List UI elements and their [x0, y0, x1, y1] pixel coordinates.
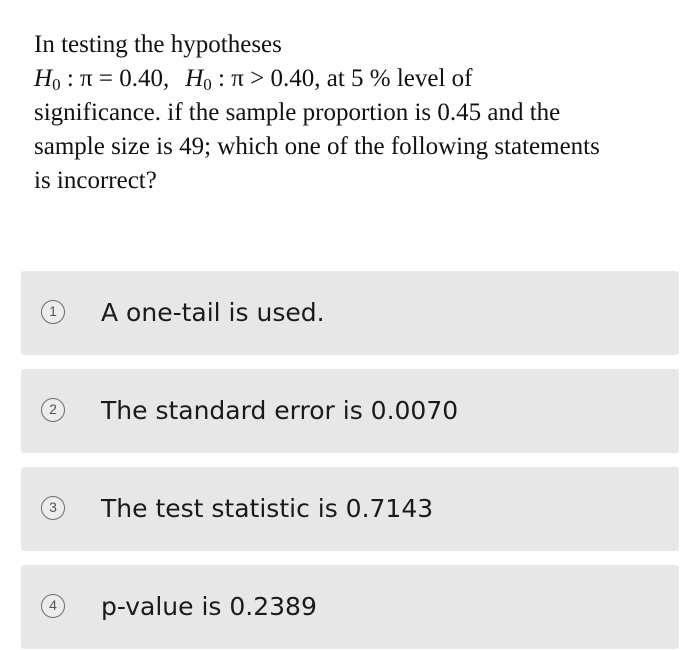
- alternative-hypothesis-relation: : π > 0.40,: [211, 65, 321, 92]
- option-number-badge: 1: [41, 300, 65, 324]
- question-text: [34, 28, 674, 198]
- hypotheses-line: [34, 62, 674, 96]
- null-hypothesis-subscript: 0: [52, 75, 61, 94]
- answer-option-4[interactable]: [21, 565, 679, 649]
- question-line-5: is incorrect?: [34, 167, 157, 194]
- answer-option-2[interactable]: [21, 369, 679, 453]
- answer-option-3[interactable]: [21, 467, 679, 551]
- null-hypothesis-relation: : π = 0.40,: [60, 65, 170, 92]
- option-number-badge: 4: [41, 594, 65, 618]
- null-hypothesis: [34, 65, 169, 92]
- question-line-4: sample size is 49; which one of the following statements: [34, 133, 600, 160]
- option-label: The standard error is 0.0070: [101, 396, 459, 425]
- alternative-hypothesis: [185, 65, 320, 92]
- option-label: A one-tail is used.: [101, 298, 325, 327]
- option-number-badge: 2: [41, 398, 65, 422]
- option-number-badge: 3: [41, 496, 65, 520]
- answer-option-1[interactable]: [21, 271, 679, 355]
- null-hypothesis-symbol: H: [34, 65, 53, 92]
- significance-level-text: at 5 % level of: [320, 65, 473, 92]
- option-label: p-value is 0.2389: [101, 592, 317, 621]
- alternative-hypothesis-symbol: H: [185, 65, 204, 92]
- question-line-3: significance. if the sample proportion is 0.45 and the: [34, 99, 561, 126]
- alternative-hypothesis-subscript: 0: [203, 75, 212, 94]
- option-label: The test statistic is 0.7143: [101, 494, 434, 523]
- question-line-1: In testing the hypotheses: [34, 31, 282, 58]
